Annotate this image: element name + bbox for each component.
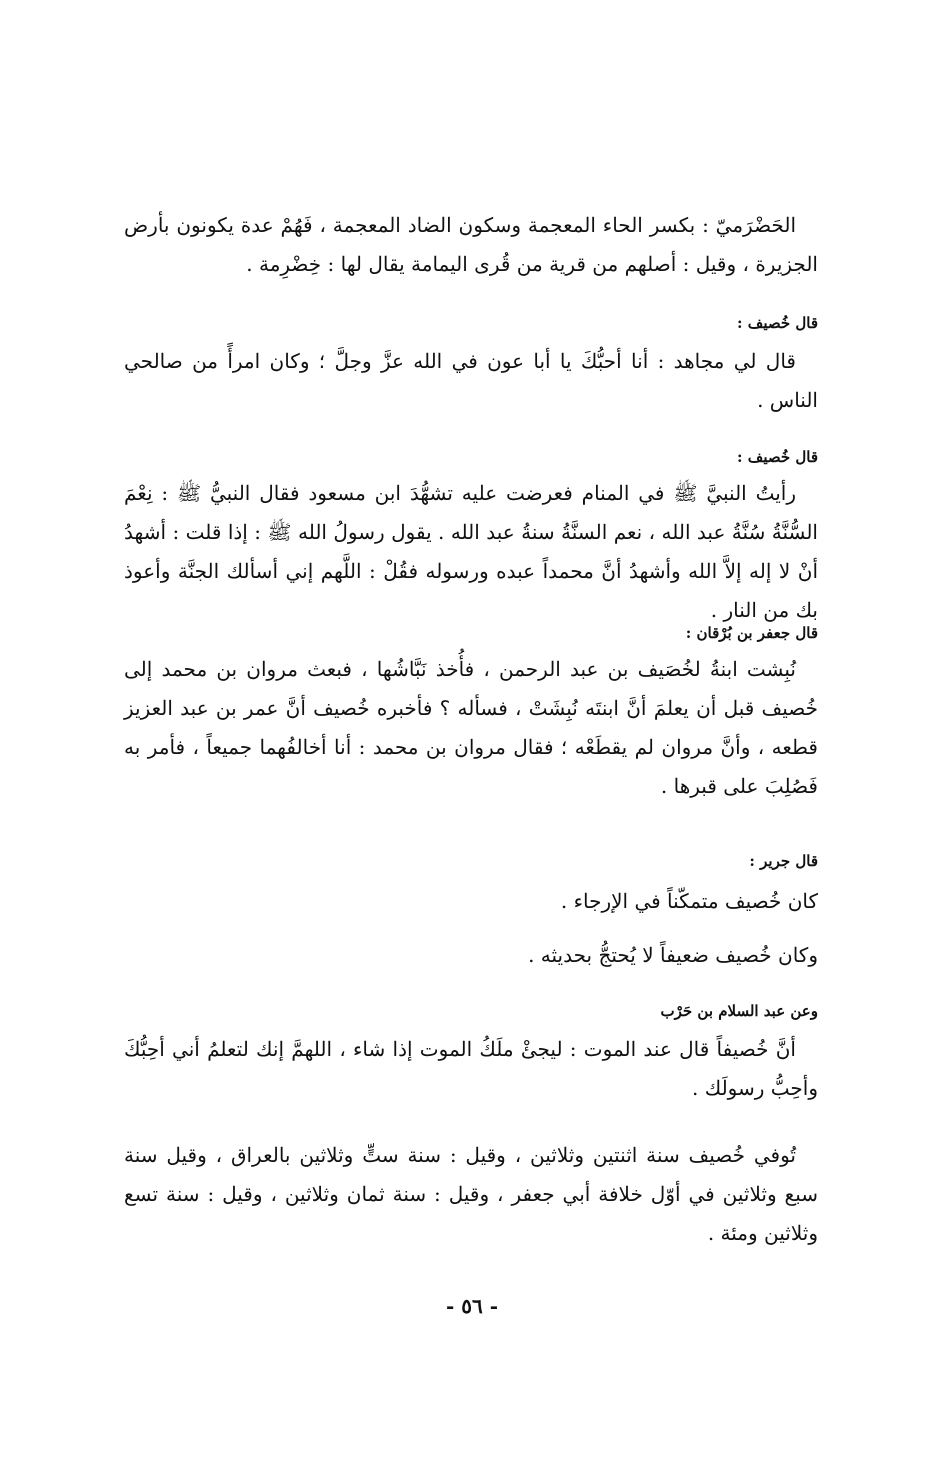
heading-abd-al-salam-bin-harb: وعن عبد السلام بن حَرْب	[660, 1002, 818, 1020]
paragraph-mujahid-quote: قال لي مجاهد : أنا أحبُّكَ يا أبا عون في الله عزَّ وجلَّ ؛ وكان امرأً من صالحي الناس .	[124, 349, 818, 412]
paragraph-death-statement: أنَّ خُصيفاً قال عند الموت : ليجئْ ملَكُ الموت إذا شاء ، اللهمَّ إنك لتعلمُ أني أحِبُّكَ وأحِبُّ رسولَك .	[124, 1037, 818, 1100]
page-number: - ٥٦ -	[445, 1294, 498, 1318]
paragraph-death-date: تُوفي خُصيف سنة اثنتين وثلاثين ، وقيل : سنة ستٍّ وثلاثين بالعراق ، وقيل سنة سبع وثلاثين في أوّل خلافة أبي جعفر ، وقيل : سنة ثمان وثلاثين ، وقيل : سنة تسع وثلاثين ومئة .	[124, 1143, 818, 1245]
paragraph-irja: كان خُصيف متمكّناً في الإرجاء .	[560, 889, 818, 913]
heading-jarir: قال جرير :	[749, 852, 818, 870]
paragraph-dream-tashahhud: رأيتُ النبيَّ ﷺ في المنام فعرضت عليه تشهُّدَ ابن مسعود فقال النبيُّ ﷺ : نِعْمَ السُّنَّةُ سُنَّةُ عبد الله ، نعم السنَّةُ سنةُ عبد الله . يقول رسولُ الله ﷺ : إذا قلت : أشهدُ أنْ لا إله إلاَّ الله وأشهدُ أنَّ محمداً عبده ورسوله فقُلْ : اللَّهم إني أسألك الجنَّة وأعوذ بك من النار .	[124, 481, 818, 622]
heading-jafar-bin-burqan: قال جعفر بن بُرْقان :	[685, 624, 818, 642]
paragraph-hadrami-definition: الحَضْرَميّ : بكسر الحاء المعجمة وسكون الضاد المعجمة ، فَهُمْ عدة يكونون بأرض الجزيرة ، وقيل : أصلهم من قرية من قُرى اليمامة يقال لها : خِضْرِمة .	[124, 213, 818, 276]
paragraph-grave-robber-story: نُبِشت ابنةُ لخُصَيف بن عبد الرحمن ، فأُخذ نَبَّاشُها ، فبعث مروان بن محمد إلى خُصيف قبل أن يعلمَ أنَّ ابنتَه نُبِشَتْ ، فسأله ؟ فأخبره خُصيف أنَّ عمر بن عبد العزيز قطعه ، وأنَّ مروان لم يقطَعْه ؛ فقال مروان بن محمد : أنا أخالفُهما جميعاً ، فأمر به فَصُلِبَ على قبرها .	[124, 657, 818, 798]
heading-qala-khusayf-2: قال خُصيف :	[737, 448, 818, 466]
heading-qala-khusayf-1: قال خُصيف :	[737, 314, 818, 332]
paragraph-weak-narrator: وكان خُصيف ضعيفاً لا يُحتجُّ بحديثه .	[528, 943, 818, 967]
